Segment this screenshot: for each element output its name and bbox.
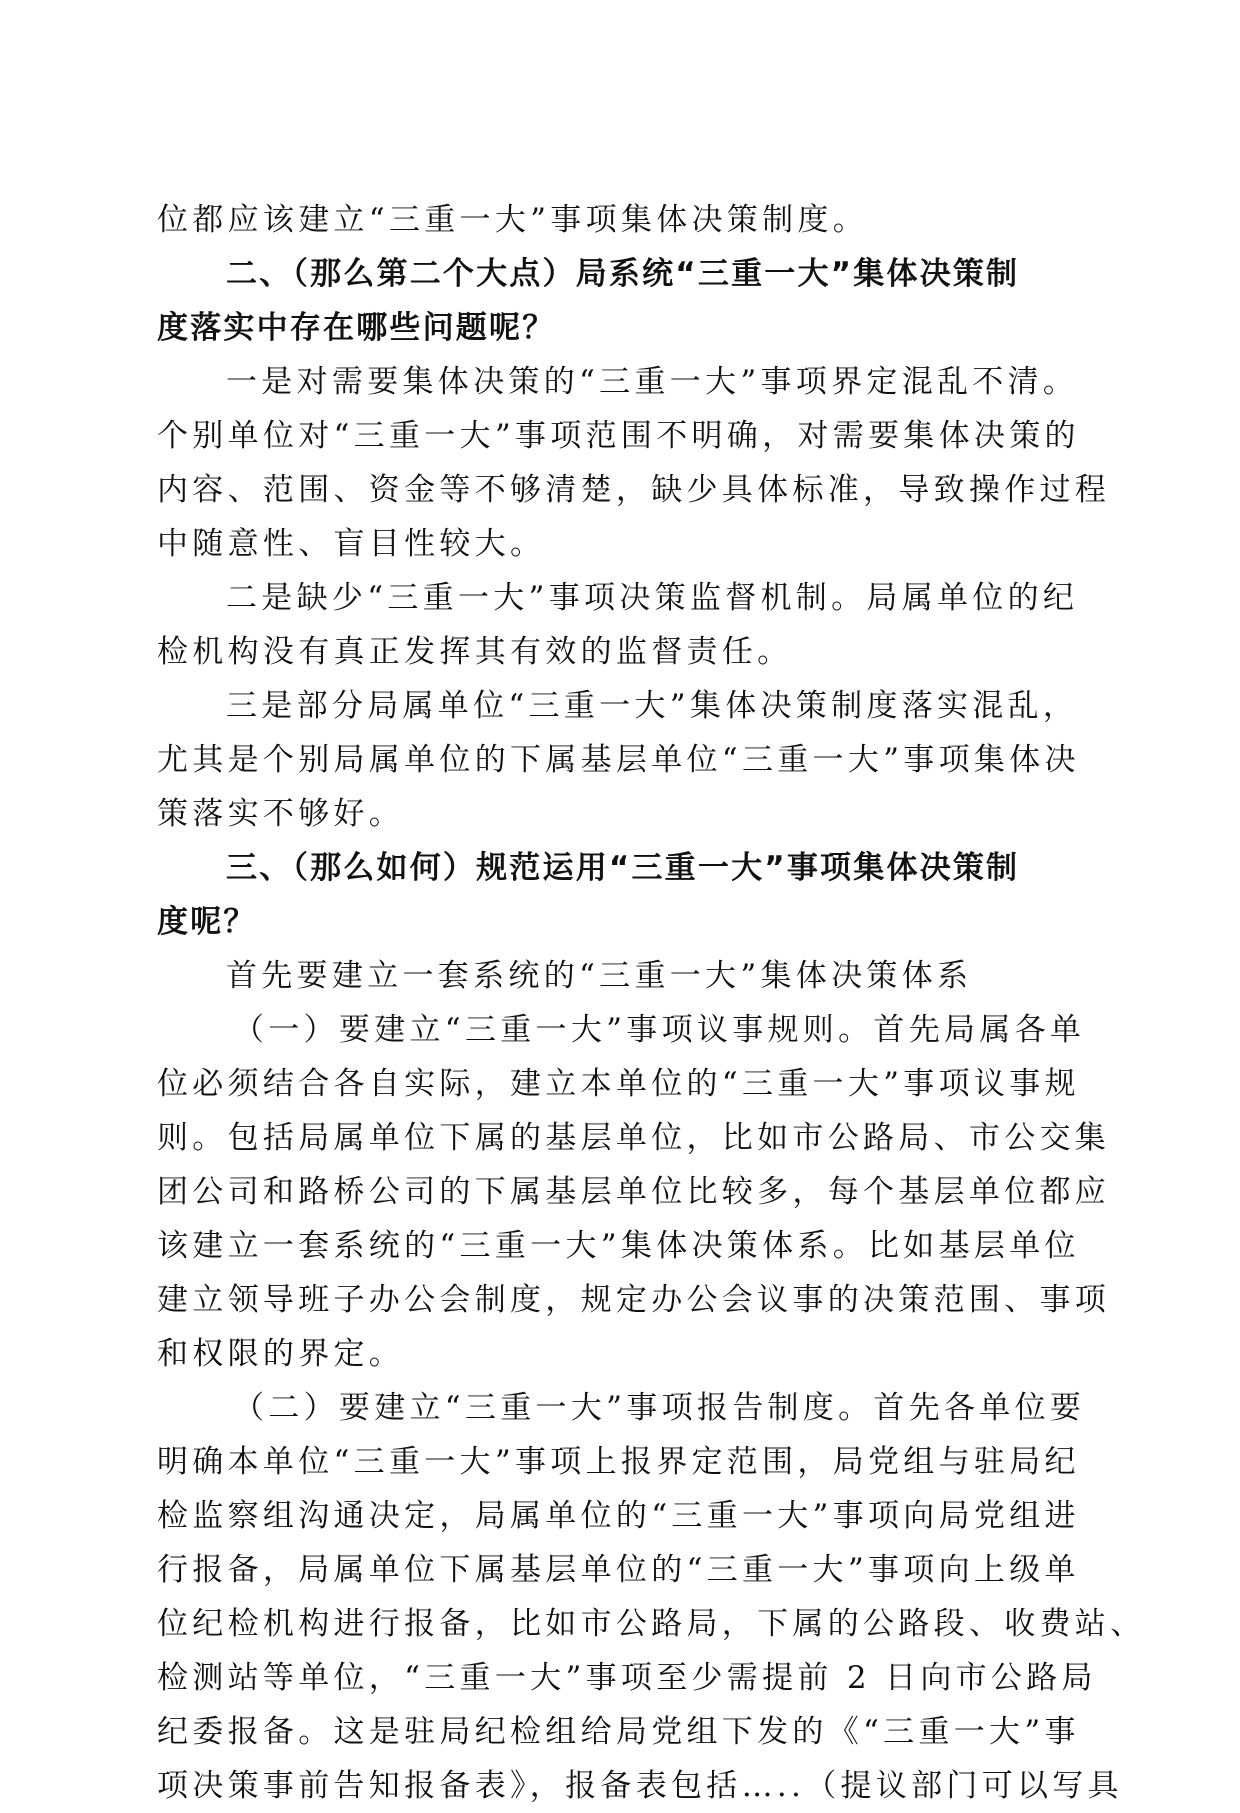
body-line: 位必须结合各自实际，建立本单位的“三重一大”事项议事规	[157, 1066, 1080, 1102]
body-line: 个别单位对“三重一大”事项范围不明确，对需要集体决策的	[157, 418, 1080, 454]
body-line: 策落实不够好。	[157, 796, 405, 832]
body-line: 则。包括局属单位下属的基层单位，比如市公路局、市公交集	[157, 1120, 1111, 1156]
body-line: 项决策事前告知报备表》，报备表包括…..（提议部门可以写具	[157, 1768, 1123, 1804]
body-line: 检机构没有真正发挥其有效的监督责任。	[157, 634, 793, 670]
body-line: 明确本单位“三重一大”事项上报界定范围，局党组与驻局纪	[157, 1444, 1080, 1480]
section-heading: 三、（那么如何）规范运用“三重一大”事项集体决策制	[226, 850, 1020, 886]
section-heading-cont: 度呢？	[157, 904, 257, 940]
body-line: 位都应该建立“三重一大”事项集体决策制度。	[157, 202, 868, 238]
body-line: 纪委报备。这是驻局纪检组给局党组下发的《“三重一大”事	[157, 1714, 1080, 1750]
body-line: 建立领导班子办公会制度，规定办公会议事的决策范围、事项	[157, 1282, 1111, 1318]
body-line: 团公司和路桥公司的下属基层单位比较多，每个基层单位都应	[157, 1174, 1111, 1210]
section-heading-cont: 度落实中存在哪些问题呢？	[157, 310, 556, 346]
subsection-line: （一）要建立“三重一大”事项议事规则。首先局属各单	[233, 1012, 1086, 1048]
body-line: 行报备，局属单位下属基层单位的“三重一大”事项向上级单	[157, 1552, 1080, 1588]
body-line: 位纪检机构进行报备，比如市公路局，下属的公路段、收费站、	[157, 1606, 1146, 1642]
body-line: 检监察组沟通决定，局属单位的“三重一大”事项向局党组进	[157, 1498, 1080, 1534]
section-heading: 二、（那么第二个大点）局系统“三重一大”集体决策制	[226, 256, 1020, 292]
body-line: 该建立一套系统的“三重一大”集体决策体系。比如基层单位	[157, 1228, 1080, 1264]
body-line: 一是对需要集体决策的“三重一大”事项界定混乱不清。	[226, 364, 1079, 400]
subsection-line: （二）要建立“三重一大”事项报告制度。首先各单位要	[233, 1390, 1086, 1426]
body-line: 和权限的界定。	[157, 1336, 405, 1372]
body-line: 三是部分局属单位“三重一大”集体决策制度落实混乱，	[226, 688, 1079, 724]
body-line: 中随意性、盲目性较大。	[157, 526, 546, 562]
body-line: 首先要建立一套系统的“三重一大”集体决策体系	[226, 958, 973, 994]
body-line: 二是缺少“三重一大”事项决策监督机制。局属单位的纪	[226, 580, 1079, 616]
body-line: 内容、范围、资金等不够清楚，缺少具体标准，导致操作过程	[157, 472, 1111, 508]
document-body	[157, 193, 1146, 1813]
body-line: 尤其是个别局属单位的下属基层单位“三重一大”事项集体决	[157, 742, 1080, 778]
body-line: 检测站等单位，“三重一大”事项至少需提前 2 日向市公路局	[157, 1660, 1097, 1696]
